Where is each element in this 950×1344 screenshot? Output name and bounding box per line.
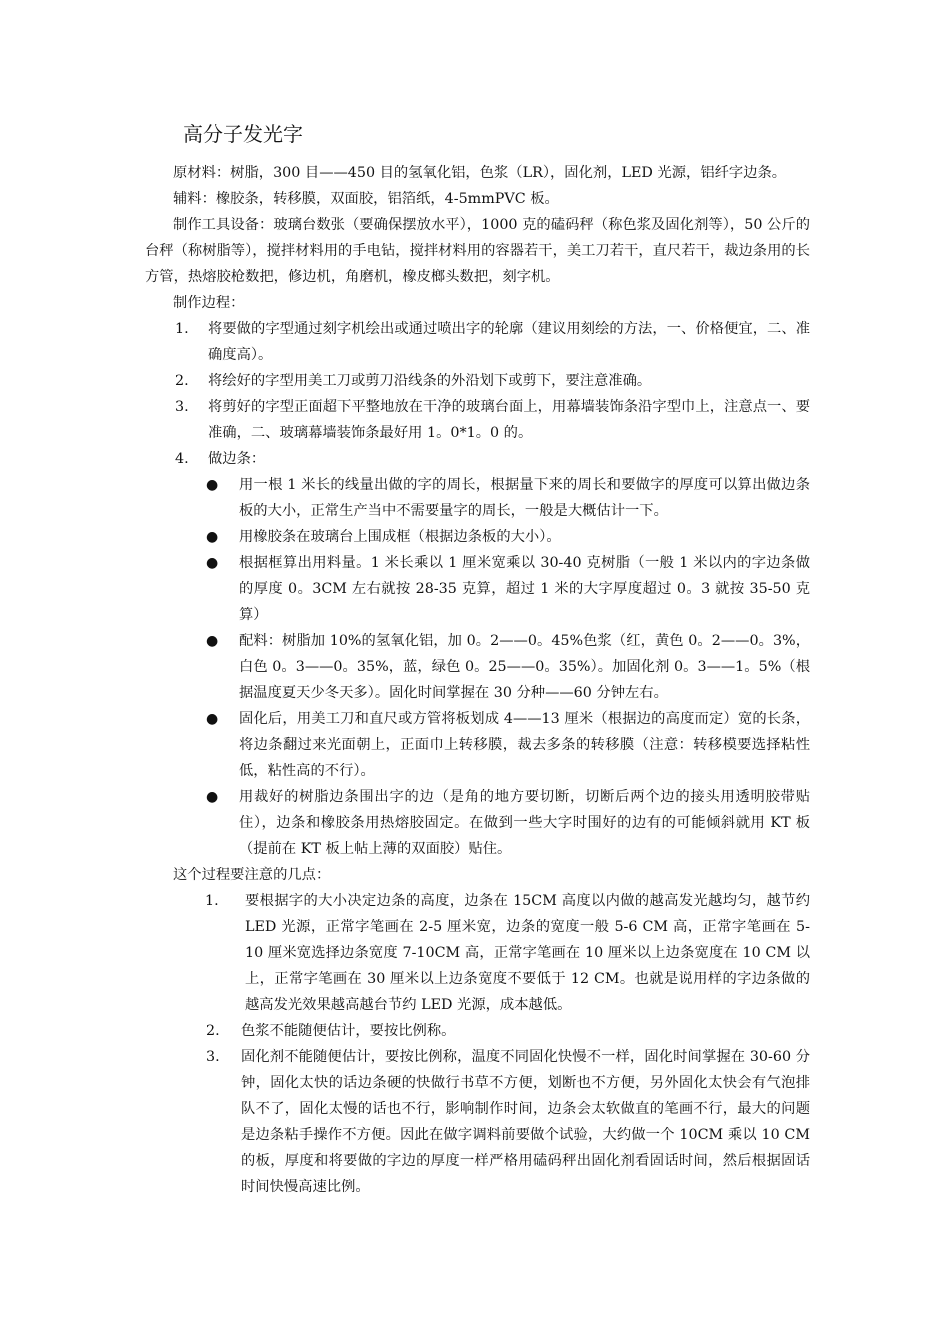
bullet-text: 根据框算出用料量。1 米长乘以 1 厘米宽乘以 30-40 克树脂（一般 1 米以内的字边条做的厚度 0。3CM 左右就按 28-35 克算，超过 1 米的大字厚度超过 0。3 就按 35-50 克算） (239, 555, 810, 623)
step-number: 2. (175, 373, 189, 389)
bullet-text: 用一根 1 米长的线量出做的字的周长，根据量下来的周长和要做字的厚度可以算出做边条板的大小，正常生产当中不需要量字的周长，一般是大概估计一下。 (239, 477, 810, 519)
tools-paragraph: 制作工具设备：玻璃台数张（要确保摆放水平），1000 克的磕码秤（称色浆及固化剂等），50 公斤的台秤（称树脂等），搅拌材料用的手电钻，搅拌材料用的容器若干，美工刀若干，直尺若干，裁边条用的长方管，热熔胶枪数把，修边机，角磨机，橡皮榔头数把，刻字机。 (145, 217, 810, 285)
step-number: 3. (175, 399, 189, 415)
auxiliary-paragraph: 辅料：橡胶条，转移膜，双面胶，铝箔纸，4-5mmPVC 板。 (173, 191, 559, 207)
notes-heading: 这个过程要注意的几点： (173, 867, 331, 883)
bullet-text: 用橡胶条在玻璃台上围成框（根据边条板的大小）。 (239, 529, 561, 545)
note-item (145, 888, 810, 1018)
bullet-dot-icon: ● (206, 789, 219, 805)
step-text: 做边条： (208, 451, 266, 467)
bullet-dot-icon: ● (206, 633, 219, 649)
document-page (145, 118, 810, 1200)
step-text: 将要做的字型通过刻字机绘出或通过喷出字的轮廓（建议用刻绘的方法，一、价格便宜，二、准确度高）。 (208, 321, 810, 363)
note-item (145, 1044, 810, 1200)
bullet-text: 固化后，用美工刀和直尺或方管将板划成 4——13 厘米（根据边的高度而定）宽的长条，将边条翻过来光面朝上，正面巾上转移膜，裁去多条的转移膜（注意：转移模要选择粘性低，粘性高的不行）。 (239, 711, 810, 779)
bullet-item (145, 524, 810, 550)
note-number: 2. (206, 1023, 220, 1039)
bullet-text: 配料：树脂加 10%的氢氧化铝，加 0。2——0。45%色浆（红，黄色 0。2——0。3%，白色 0。3——0。35%，蓝，绿色 0。25——0。35%）。加固化剂 0。3——1。5%（根据温度夏天少冬天多）。固化时间掌握在 30 分种——60 分钟左右。 (239, 633, 810, 701)
document-title: 高分子发光字 (183, 122, 303, 146)
bullet-dot-icon: ● (206, 477, 219, 493)
step-number: 4. (175, 451, 189, 467)
bullet-dot-icon: ● (206, 555, 219, 571)
bullet-dot-icon: ● (206, 529, 219, 545)
step-item (145, 446, 810, 472)
bullet-item (145, 472, 810, 524)
bullet-text: 用裁好的树脂边条围出字的边（是角的地方要切断，切断后两个边的接头用透明胶带贴住），边条和橡胶条用热熔胶固定。在做到一些大字时围好的边有的可能倾斜就用 KT 板（提前在 KT 板上帖上薄的双面胶）贴住。 (239, 789, 810, 857)
bullet-item (145, 706, 810, 784)
step-number: 1. (175, 321, 189, 337)
note-item (145, 1018, 810, 1044)
step-item (145, 368, 810, 394)
materials-paragraph: 原材料：树脂，300 目——450 目的氢氧化铝，色浆（LR），固化剂，LED 光源，铝纤字边条。 (173, 165, 787, 181)
note-text: 色浆不能随便估计，要按比例称。 (241, 1023, 456, 1039)
bullet-dot-icon: ● (206, 711, 219, 727)
note-number: 3. (206, 1049, 220, 1065)
bullet-item (145, 784, 810, 862)
bullet-item (145, 550, 810, 628)
step-text: 将剪好的字型正面超下平整地放在干净的玻璃台面上，用幕墙装饰条沿字型巾上，注意点一、要准确，二、玻璃幕墙装饰条最好用 1。0*1。0 的。 (208, 399, 810, 441)
note-text: 固化剂不能随便估计，要按比例称，温度不同固化快慢不一样，固化时间掌握在 30-60 分钟，固化太快的话边条硬的快做行书草不方便，划断也不方便，另外固化太快会有气泡排队不了，固化太慢的话也不行，影响制作时间，边条会太软做直的笔画不行，最大的问题是边条粘手操作不方便。因此在做字调料前要做个试验，大约做一个 10CM 乘以 10 CM 的板，厚度和将要做的字边的厚度一样严格用磕码秤出固化剂看固话时间，然后根据固话时间快慢高速比例。 (241, 1049, 810, 1195)
process-heading: 制作边程： (173, 295, 245, 311)
note-number: 1. (205, 893, 219, 909)
note-text: 要根据字的大小决定边条的高度，边条在 15CM 高度以内做的越高发光越均匀，越节约 LED 光源，正常字笔画在 2-5 厘米宽，边条的宽度一般 5-6 CM 高，正常字笔画在 5-10 厘米宽选择边条宽度 7-10CM 高，正常字笔画在 10 厘米以上边条宽度在 10 CM 以上，正常字笔画在 30 厘米以上边条宽度不要低于 12 CM。也就是说用样的字边条做的越高发光效果越高越台节约 LED 光源，成本越低。 (245, 893, 810, 1013)
step-text: 将绘好的字型用美工刀或剪刀沿线条的外沿划下或剪下，要注意准确。 (208, 373, 652, 389)
step-item (145, 316, 810, 368)
step-item (145, 394, 810, 446)
bullet-item (145, 628, 810, 706)
